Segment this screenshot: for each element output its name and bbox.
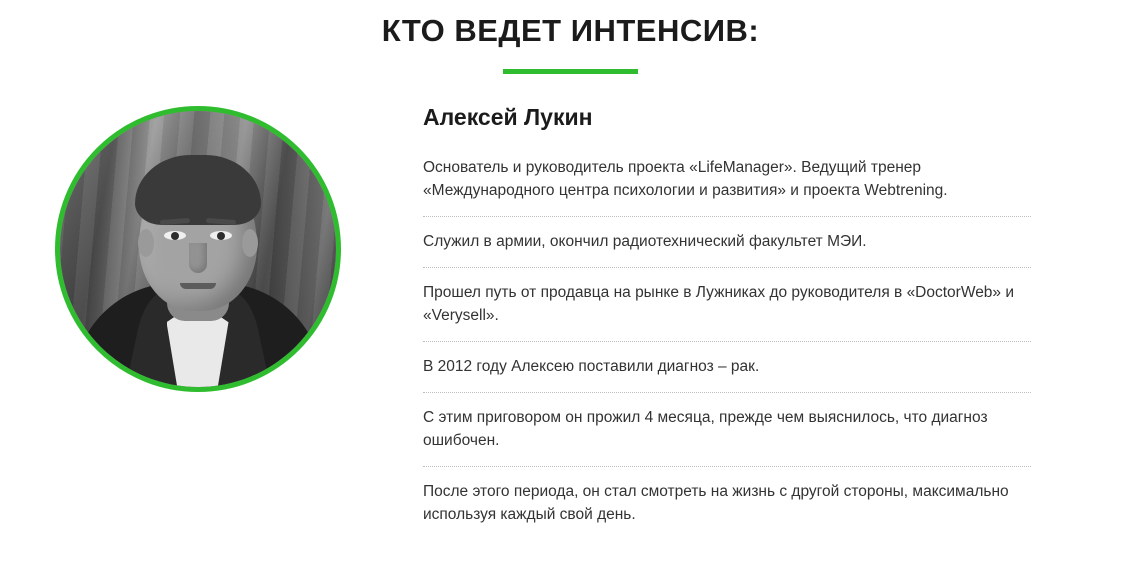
list-item: В 2012 году Алексею поставили диагноз – рак.: [423, 356, 1031, 393]
page-title: КТО ВЕДЕТ ИНТЕНСИВ:: [381, 13, 760, 48]
bio-column: [355, 96, 1101, 526]
presenter-photo: [55, 106, 341, 392]
presenter-name: Алексей Лукин: [423, 104, 593, 131]
list-item: После этого периода, он стал смотреть на жизнь с другой стороны, максимально используя каждый свой день.: [423, 482, 1009, 523]
list-item: Основатель и руководитель проекта «LifeManager». Ведущий тренер «Международного центра психологии и развития» и проекта Webtrening.: [423, 157, 1031, 217]
photo-image: [60, 111, 336, 387]
photo-nose: [189, 243, 207, 273]
photo-pupil-right: [217, 232, 225, 240]
photo-eye-left: [164, 231, 186, 240]
portrait-column: [40, 96, 355, 392]
list-item: С этим приговором он прожил 4 месяца, прежде чем выяснилось, что диагноз ошибочен.: [423, 407, 1031, 467]
list-item: Прошел путь от продавца на рынке в Лужниках до руководителя в «DoctorWeb» и «Verysell».: [423, 282, 1031, 342]
photo-ear-left: [138, 229, 154, 257]
photo-ear-right: [242, 229, 258, 257]
section-header: [0, 0, 1141, 74]
presenter-content: [0, 74, 1141, 526]
photo-pupil-left: [171, 232, 179, 240]
list-item: Служил в армии, окончил радиотехнический факультет МЭИ.: [423, 231, 1031, 268]
photo-mouth: [180, 283, 216, 289]
photo-eye-right: [210, 231, 232, 240]
bio-list: [423, 157, 1031, 526]
